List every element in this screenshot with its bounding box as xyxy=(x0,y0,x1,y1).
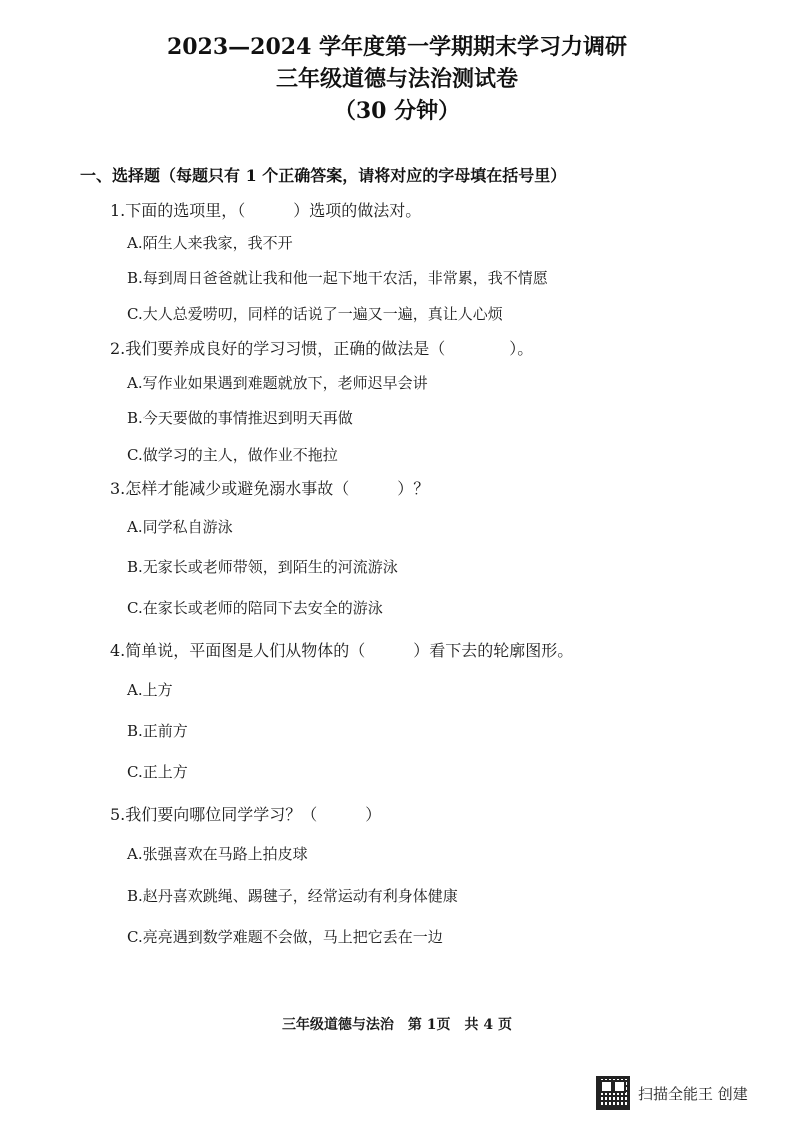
qr-code-icon xyxy=(596,1076,630,1110)
question-1-option-b: B.每到周日爸爸就让我和他一起下地干农活，非常累，我不情愿 xyxy=(127,269,548,287)
question-3-stem: 3.怎样才能减少或避免溺水事故（ ）？ xyxy=(110,479,430,498)
question-4-option-a: A.上方 xyxy=(127,681,173,699)
question-4-stem: 4.简单说，平面图是人们从物体的（ ）看下去的轮廓图形。 xyxy=(110,641,574,660)
question-3-option-b: B.无家长或老师带领，到陌生的河流游泳 xyxy=(127,558,398,576)
question-5-option-a: A.张强喜欢在马路上拍皮球 xyxy=(127,845,308,863)
exam-title-line1: 2023—2024 学年度第一学期期末学习力调研 xyxy=(166,34,628,60)
watermark-text: 扫描全能王 创建 xyxy=(638,1084,748,1103)
question-1-option-a: A.陌生人来我家，我不开 xyxy=(127,234,293,252)
question-4-option-b: B.正前方 xyxy=(127,722,188,740)
question-1-stem: 1.下面的选项里，（ ）选项的做法对。 xyxy=(110,201,422,220)
question-5-option-c: C.亮亮遇到数学难题不会做，马上把它丢在一边 xyxy=(127,928,443,946)
question-2-option-a: A.写作业如果遇到难题就放下，老师迟早会讲 xyxy=(127,374,428,392)
question-2-stem: 2.我们要养成良好的学习习惯，正确的做法是（ ）。 xyxy=(110,339,534,358)
question-5-stem: 5.我们要向哪位同学学习？（ ） xyxy=(110,805,382,824)
question-1-option-c: C.大人总爱唠叨，同样的话说了一遍又一遍，真让人心烦 xyxy=(127,305,503,323)
section-heading: 一、选择题（每题只有 1 个正确答案，请将对应的字母填在括号里） xyxy=(80,166,567,185)
question-5-option-b: B.赵丹喜欢跳绳、踢毽子，经常运动有利身体健康 xyxy=(127,887,458,905)
page-footer: 三年级道德与法治 第 1页 共 4 页 xyxy=(281,1017,513,1033)
exam-duration: （30 分钟） xyxy=(333,98,461,124)
question-2-option-c: C.做学习的主人，做作业不拖拉 xyxy=(127,446,338,464)
exam-title-line2: 三年级道德与法治测试卷 xyxy=(275,66,518,92)
question-2-option-b: B.今天要做的事情推迟到明天再做 xyxy=(127,409,353,427)
question-4-option-c: C.正上方 xyxy=(127,763,188,781)
scanner-watermark xyxy=(596,1076,748,1110)
question-3-option-a: A.同学私自游泳 xyxy=(127,518,233,536)
question-3-option-c: C.在家长或老师的陪同下去安全的游泳 xyxy=(127,599,383,617)
